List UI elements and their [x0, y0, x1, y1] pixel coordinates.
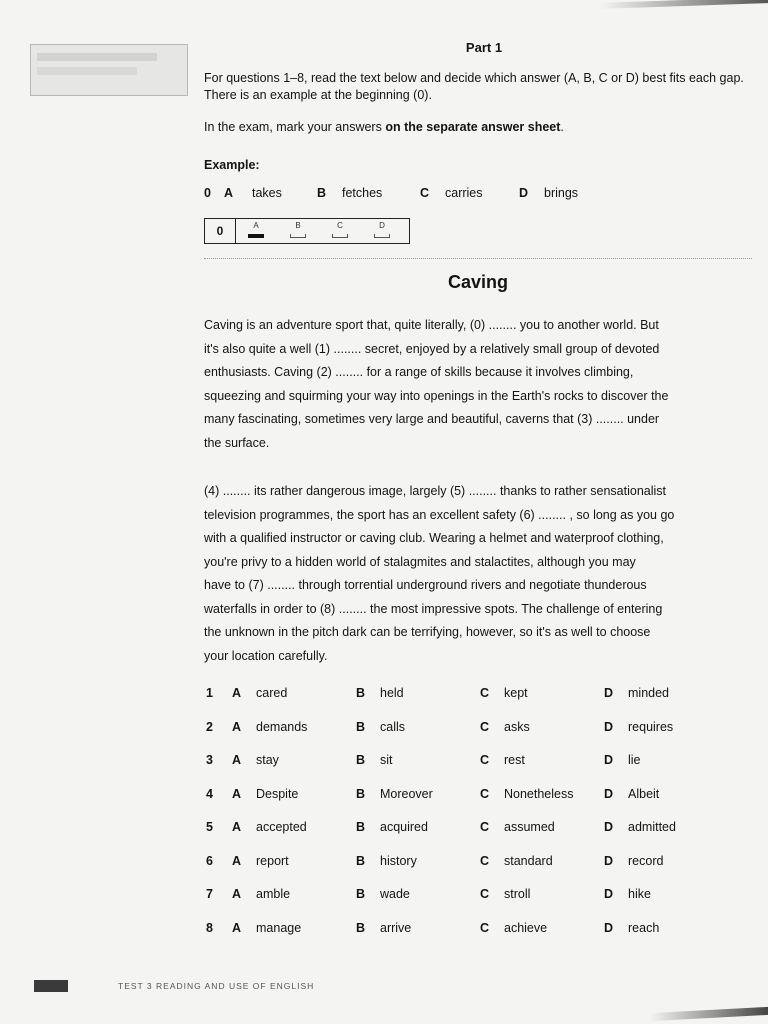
question-number: 6	[206, 853, 213, 868]
page-number-mark	[34, 980, 68, 992]
option-letter-c: C	[480, 820, 490, 834]
question-row-5	[204, 820, 752, 854]
text-title: Caving	[447, 272, 508, 292]
question-number: 4	[206, 786, 213, 801]
paragraph-line: many fascinating, sometimes very large and beautiful, caverns that (3) ........ under	[204, 412, 660, 426]
option-letter-b: B	[356, 853, 366, 868]
question-row-3	[204, 753, 752, 787]
answer-box-number: 0	[205, 219, 236, 243]
example-answer-box	[204, 218, 410, 244]
answer-bubble-c: C	[329, 221, 351, 239]
paragraph-line: squeezing and squirming your way into openings in the Earth's rocks to discover the	[204, 388, 669, 403]
option-letter-a: A	[232, 820, 242, 834]
paragraph-line: (4) ........ its rather dangerous image, largely (5) ........ thanks to rather sensationalist	[204, 484, 667, 498]
option-c: achieve	[504, 920, 548, 935]
option-letter-a: A	[232, 887, 242, 901]
instructions: For questions 1–8, read the text below and decide which answer (A, B, C or D) best fits each gap. There is an example at the beginning (0).	[204, 71, 744, 102]
option-d: hike	[628, 887, 651, 901]
option-b: sit	[380, 753, 393, 767]
answer-bubble-a-selected: A	[245, 221, 267, 239]
option-c: rest	[504, 753, 525, 767]
option-letter-b: B	[356, 920, 366, 935]
question-number: 5	[206, 820, 213, 834]
option-c: kept	[504, 686, 528, 700]
option-a: manage	[256, 920, 302, 935]
option-c: assumed	[504, 820, 555, 834]
question-row-2	[204, 720, 752, 754]
question-row-8	[204, 921, 752, 955]
paragraph-line: the unknown in the pitch dark can be terrifying, however, so it's as well to choose	[204, 625, 651, 639]
question-row-6	[204, 854, 752, 888]
option-a: report	[256, 853, 289, 868]
option-d: minded	[628, 686, 669, 700]
answer-bubble-d: D	[371, 221, 393, 239]
paragraph-line: your location carefully.	[204, 648, 328, 663]
option-letter-c: C	[480, 786, 490, 801]
option-c: Nonetheless	[504, 786, 574, 801]
part-title: Part 1	[465, 40, 503, 55]
paragraph-line: enthusiasts. Caving (2) ........ for a range of skills because it involves climbing,	[204, 365, 634, 379]
option-b: arrive	[380, 920, 412, 935]
option-letter-a: A	[232, 719, 242, 734]
option-letter-d: D	[604, 686, 614, 700]
paragraph-line: the surface.	[204, 435, 270, 450]
option-letter-a: A	[232, 920, 242, 935]
option-letter-c: C	[480, 920, 490, 935]
option-letter-d: D	[604, 920, 614, 935]
section-divider	[204, 258, 752, 259]
example-label: Example:	[204, 158, 260, 172]
option-c: stroll	[504, 887, 531, 901]
option-letter-b: B	[356, 820, 366, 834]
paragraph-line: television programmes, the sport has an excellent safety (6) ........ , so long as you go	[204, 507, 675, 522]
option-letter-a: A	[232, 853, 242, 868]
example-option-letter: B	[317, 186, 327, 200]
option-letter-a: A	[232, 753, 242, 767]
exam-note-suffix: .	[560, 120, 564, 134]
example-option-letter: A	[224, 186, 234, 200]
option-d: Albeit	[628, 786, 660, 801]
option-letter-c: C	[480, 719, 490, 734]
question-number: 3	[206, 753, 213, 767]
footer-running-title: TEST 3 READING AND USE OF ENGLISH	[118, 981, 315, 991]
option-letter-b: B	[356, 719, 366, 734]
option-letter-d: D	[604, 820, 614, 834]
question-row-4	[204, 787, 752, 821]
question-row-7	[204, 887, 752, 921]
option-letter-d: D	[604, 719, 614, 734]
example-option-letter: C	[420, 186, 430, 200]
example-option-letter: D	[519, 186, 529, 200]
option-a: demands	[256, 719, 308, 734]
paragraph-line: have to (7) ........ through torrential underground rivers and negotiate thunderous	[204, 578, 647, 592]
option-d: record	[628, 853, 664, 868]
example-options-row	[204, 186, 604, 206]
page-edge-shadow-bottom	[650, 1007, 768, 1021]
question-number: 7	[206, 887, 213, 901]
option-c: standard	[504, 853, 553, 868]
paragraph-line: it's also quite a well (1) ........ secret, enjoyed by a relatively small group of devoted	[204, 341, 660, 356]
question-number: 2	[206, 719, 213, 734]
option-d: lie	[628, 753, 641, 767]
option-b: acquired	[380, 820, 428, 834]
option-letter-b: B	[356, 753, 366, 767]
option-letter-c: C	[480, 887, 490, 901]
option-b: Moreover	[380, 786, 433, 801]
option-b: calls	[380, 719, 406, 734]
question-row-1	[204, 686, 752, 720]
question-options	[204, 686, 752, 954]
paragraph-line: Caving is an adventure sport that, quite literally, (0) ........ you to another world. But	[204, 318, 659, 332]
example-number: 0	[204, 186, 211, 200]
option-b: history	[380, 853, 417, 868]
exam-note-prefix: In the exam, mark your answers	[204, 120, 386, 134]
page-edge-shadow-top	[600, 0, 768, 9]
option-a: accepted	[256, 820, 307, 834]
exam-note	[204, 119, 752, 136]
exam-note-emphasis: on the separate answer sheet	[385, 120, 561, 134]
option-a: amble	[256, 887, 291, 901]
blurred-header-line	[37, 67, 137, 75]
paragraph-line: waterfalls in order to (8) ........ the most impressive spots. The challenge of entering	[204, 601, 663, 616]
option-letter-c: C	[480, 853, 490, 868]
option-letter-d: D	[604, 786, 614, 801]
paragraph-line: with a qualified instructor or caving club. Wearing a helmet and waterproof clothing,	[204, 531, 664, 545]
option-letter-d: D	[604, 887, 614, 901]
option-d: requires	[628, 719, 674, 734]
option-letter-c: C	[480, 686, 490, 700]
paragraph-1	[204, 314, 752, 455]
answer-bubble-b: B	[287, 221, 309, 239]
option-letter-a: A	[232, 686, 242, 700]
option-b: held	[380, 686, 404, 700]
option-letter-b: B	[356, 686, 366, 700]
option-b: wade	[380, 887, 410, 901]
paragraph-line: you're privy to a hidden world of stalagmites and stalactites, although you may	[204, 554, 636, 569]
example-option-word: carries	[445, 186, 483, 200]
question-number: 1	[206, 686, 213, 700]
option-letter-b: B	[356, 887, 366, 901]
question-number: 8	[206, 920, 213, 935]
option-d: reach	[628, 920, 660, 935]
option-c: asks	[504, 719, 530, 734]
paragraph-2	[204, 480, 752, 668]
option-letter-d: D	[604, 853, 614, 868]
option-a: cared	[256, 686, 288, 700]
option-letter-b: B	[356, 786, 366, 801]
option-letter-c: C	[480, 753, 490, 767]
option-d: admitted	[628, 820, 676, 834]
option-a: Despite	[256, 786, 299, 801]
example-option-word: fetches	[342, 186, 383, 200]
example-option-word: takes	[252, 186, 282, 200]
option-a: stay	[256, 753, 279, 767]
option-letter-a: A	[232, 786, 242, 801]
example-option-word: brings	[544, 186, 579, 200]
option-letter-d: D	[604, 753, 614, 767]
